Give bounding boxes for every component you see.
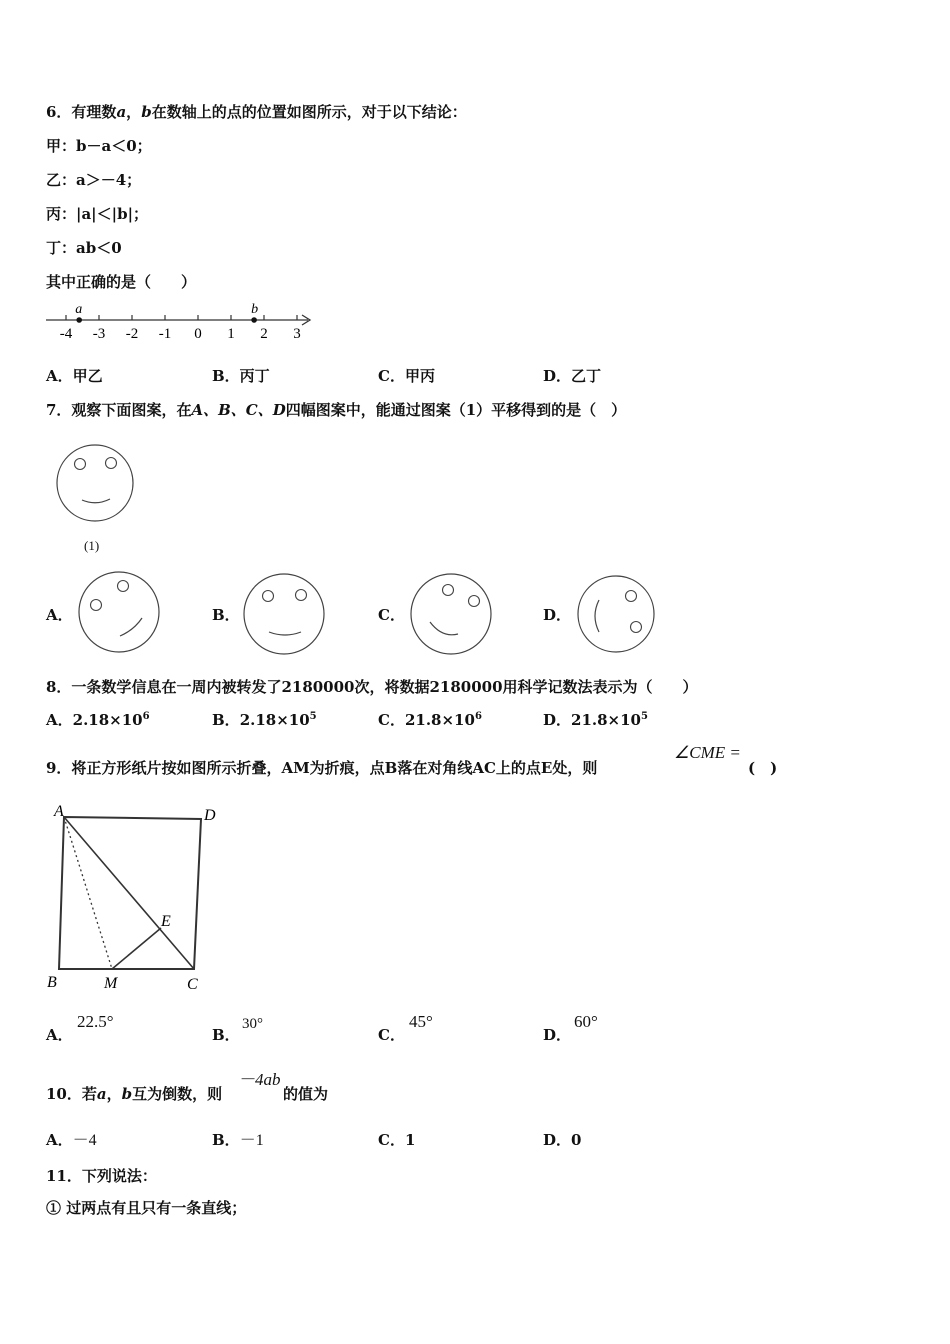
q6-var-a: a — [116, 103, 127, 121]
q9-paren: ( ) — [748, 759, 778, 777]
face-eye — [75, 459, 86, 470]
q10-var-b: b — [121, 1085, 133, 1103]
q10-option-a[interactable] — [46, 1130, 97, 1151]
q6-stem-part: 6．有理数 — [46, 103, 117, 121]
q10-formula: －4ab — [238, 1070, 281, 1089]
q9-option-b-value: 30° — [242, 1016, 263, 1032]
q7-stem — [46, 400, 626, 420]
q6-option-b[interactable]: B．丙丁 — [212, 367, 270, 385]
option-label: B． — [212, 1131, 240, 1149]
q8-option-b[interactable] — [212, 710, 317, 730]
option-label: D． — [543, 711, 572, 729]
face-figure-1 — [52, 442, 142, 532]
option-base: 21.8×10 — [571, 711, 641, 729]
q6-statement-4: 丁：ab＜0 — [46, 239, 122, 257]
face-mouth — [430, 622, 458, 635]
q8-option-c[interactable] — [378, 710, 482, 730]
number-line-tick-label: 1 — [227, 326, 235, 342]
q8-option-a[interactable] — [46, 710, 150, 730]
option-label: D． — [543, 1131, 572, 1149]
q7-option-a-face[interactable] — [76, 568, 166, 658]
q8-option-d[interactable] — [543, 710, 648, 730]
q7-option-a-label[interactable]: A． — [46, 606, 73, 624]
face-outline — [578, 576, 654, 652]
face-mouth — [269, 632, 301, 635]
option-base: 2.18×10 — [72, 711, 143, 729]
face-eye — [296, 590, 307, 601]
face-eye — [263, 591, 274, 602]
q11-stem: 11．下列说法： — [46, 1167, 157, 1185]
q6-var-b: b — [141, 103, 152, 121]
label-e: E — [161, 913, 171, 930]
q9-option-d-value: 60° — [574, 1012, 598, 1031]
q9-option-a-value: 22.5° — [77, 1012, 114, 1031]
number-line-tick-label: -1 — [158, 326, 172, 342]
q7-option-d-label[interactable]: D． — [543, 606, 572, 624]
q7-option-b-label[interactable]: B． — [212, 606, 240, 624]
q7-option-c-face[interactable] — [408, 570, 498, 660]
number-line-tick-label: 0 — [194, 326, 202, 342]
face-eye — [106, 458, 117, 469]
q9-option-d-label[interactable]: D． — [543, 1026, 572, 1044]
face-mouth — [82, 499, 110, 503]
q9-square-figure — [40, 800, 230, 995]
q6-stem — [46, 102, 467, 122]
q6-option-c[interactable]: C．甲丙 — [378, 367, 435, 385]
q7-option-b-face[interactable] — [241, 572, 331, 662]
label-a: A — [54, 803, 64, 820]
option-base: 2.18×10 — [239, 711, 310, 729]
option-value: －4 — [72, 1132, 97, 1149]
q9-option-c-label[interactable]: C． — [378, 1026, 405, 1044]
label-m: M — [104, 975, 118, 992]
q10-comma: ， — [106, 1085, 122, 1103]
face-mouth — [120, 618, 142, 636]
option-label: A． — [46, 1131, 73, 1149]
option-exponent: 6 — [474, 711, 482, 722]
number-line-tick-label: -4 — [59, 326, 73, 342]
face-outline — [244, 574, 324, 654]
diagonal-ac — [64, 817, 194, 969]
number-line-tick-label: 2 — [260, 326, 268, 342]
q7-stem-part: 四幅图案中，能通过图案（1）平移得到的是（ ） — [285, 401, 627, 419]
q6-comma: ， — [126, 103, 142, 121]
label-b: B — [47, 974, 57, 991]
option-label: A． — [46, 711, 73, 729]
option-value: 1 — [404, 1131, 416, 1149]
q10-stem-part: 互为倒数，则 — [132, 1085, 223, 1103]
face-outline — [79, 572, 159, 652]
number-line-point-a — [76, 317, 82, 323]
option-exponent: 6 — [142, 711, 150, 722]
option-label: B． — [212, 711, 240, 729]
q6-statement-3: 丙：|a|＜|b|； — [46, 205, 149, 223]
q7-option-d-face[interactable] — [573, 572, 663, 662]
option-label: C． — [378, 711, 405, 729]
q6-statement-1: 甲：b－a＜0； — [46, 137, 152, 155]
q10-var-a: a — [96, 1085, 107, 1103]
face-eye — [469, 596, 480, 607]
q7-option-c-label[interactable]: C． — [378, 606, 405, 624]
q9-stem: 9．将正方形纸片按如图所示折叠，AM为折痕，点B落在对角线AC上的点E处，则 — [46, 759, 598, 777]
option-value: －1 — [239, 1132, 264, 1149]
number-line-tick-label: -3 — [92, 326, 106, 342]
face-outline — [57, 445, 133, 521]
face-eye — [626, 591, 637, 602]
face-eye — [118, 581, 129, 592]
face-eye — [91, 600, 102, 611]
option-base: 21.8×10 — [404, 711, 475, 729]
q10-stem-end: 的值为 — [283, 1085, 329, 1103]
q9-option-c-value: 45° — [409, 1012, 433, 1031]
q9-option-a-label[interactable]: A． — [46, 1026, 73, 1044]
number-line-label-b: b — [251, 302, 259, 317]
q7-letters: A、B、C、D — [191, 401, 286, 419]
q10-option-c[interactable] — [378, 1130, 415, 1150]
number-line-tick-label: -2 — [125, 326, 139, 342]
label-d: D — [204, 807, 216, 824]
q6-statement-2: 乙：a＞－4； — [46, 171, 142, 189]
number-line-point-b — [251, 317, 257, 323]
q6-stem-part: 在数轴上的点的位置如图所示，对于以下结论： — [151, 103, 467, 121]
option-exponent: 5 — [309, 711, 317, 722]
option-exponent: 5 — [641, 711, 648, 722]
q11-item-1: ① 过两点有且只有一条直线； — [46, 1199, 247, 1217]
q6-option-a[interactable]: A．甲乙 — [46, 367, 103, 385]
q7-stem-part: 7．观察下面图案，在 — [46, 401, 192, 419]
q6-option-d[interactable]: D．乙丁 — [543, 367, 602, 385]
number-line-label-a: a — [75, 302, 83, 317]
q9-option-b-label[interactable]: B． — [212, 1026, 240, 1044]
label-c: C — [187, 976, 198, 993]
segment-me — [112, 928, 161, 969]
q10-option-d[interactable] — [543, 1130, 581, 1150]
q8-stem: 8．一条数学信息在一周内被转发了2180000次，将数据2180000用科学记数法表示为（ ） — [46, 678, 698, 696]
number-line-tick-label: 3 — [293, 326, 301, 342]
face-figure-1-caption: (1) — [84, 538, 100, 553]
option-label: C． — [378, 1131, 405, 1149]
face-eye — [631, 622, 642, 633]
fold-line-am — [64, 817, 112, 969]
q10-stem-part: 10．若 — [46, 1085, 97, 1103]
q10-stem — [46, 1084, 222, 1104]
q10-option-b[interactable] — [212, 1130, 264, 1151]
q6-question: 其中正确的是（ ） — [46, 273, 197, 291]
face-mouth — [595, 600, 599, 632]
face-eye — [443, 585, 454, 596]
number-line — [40, 300, 320, 345]
option-value: 0 — [571, 1131, 582, 1149]
q9-formula: ∠CME = — [674, 743, 741, 762]
